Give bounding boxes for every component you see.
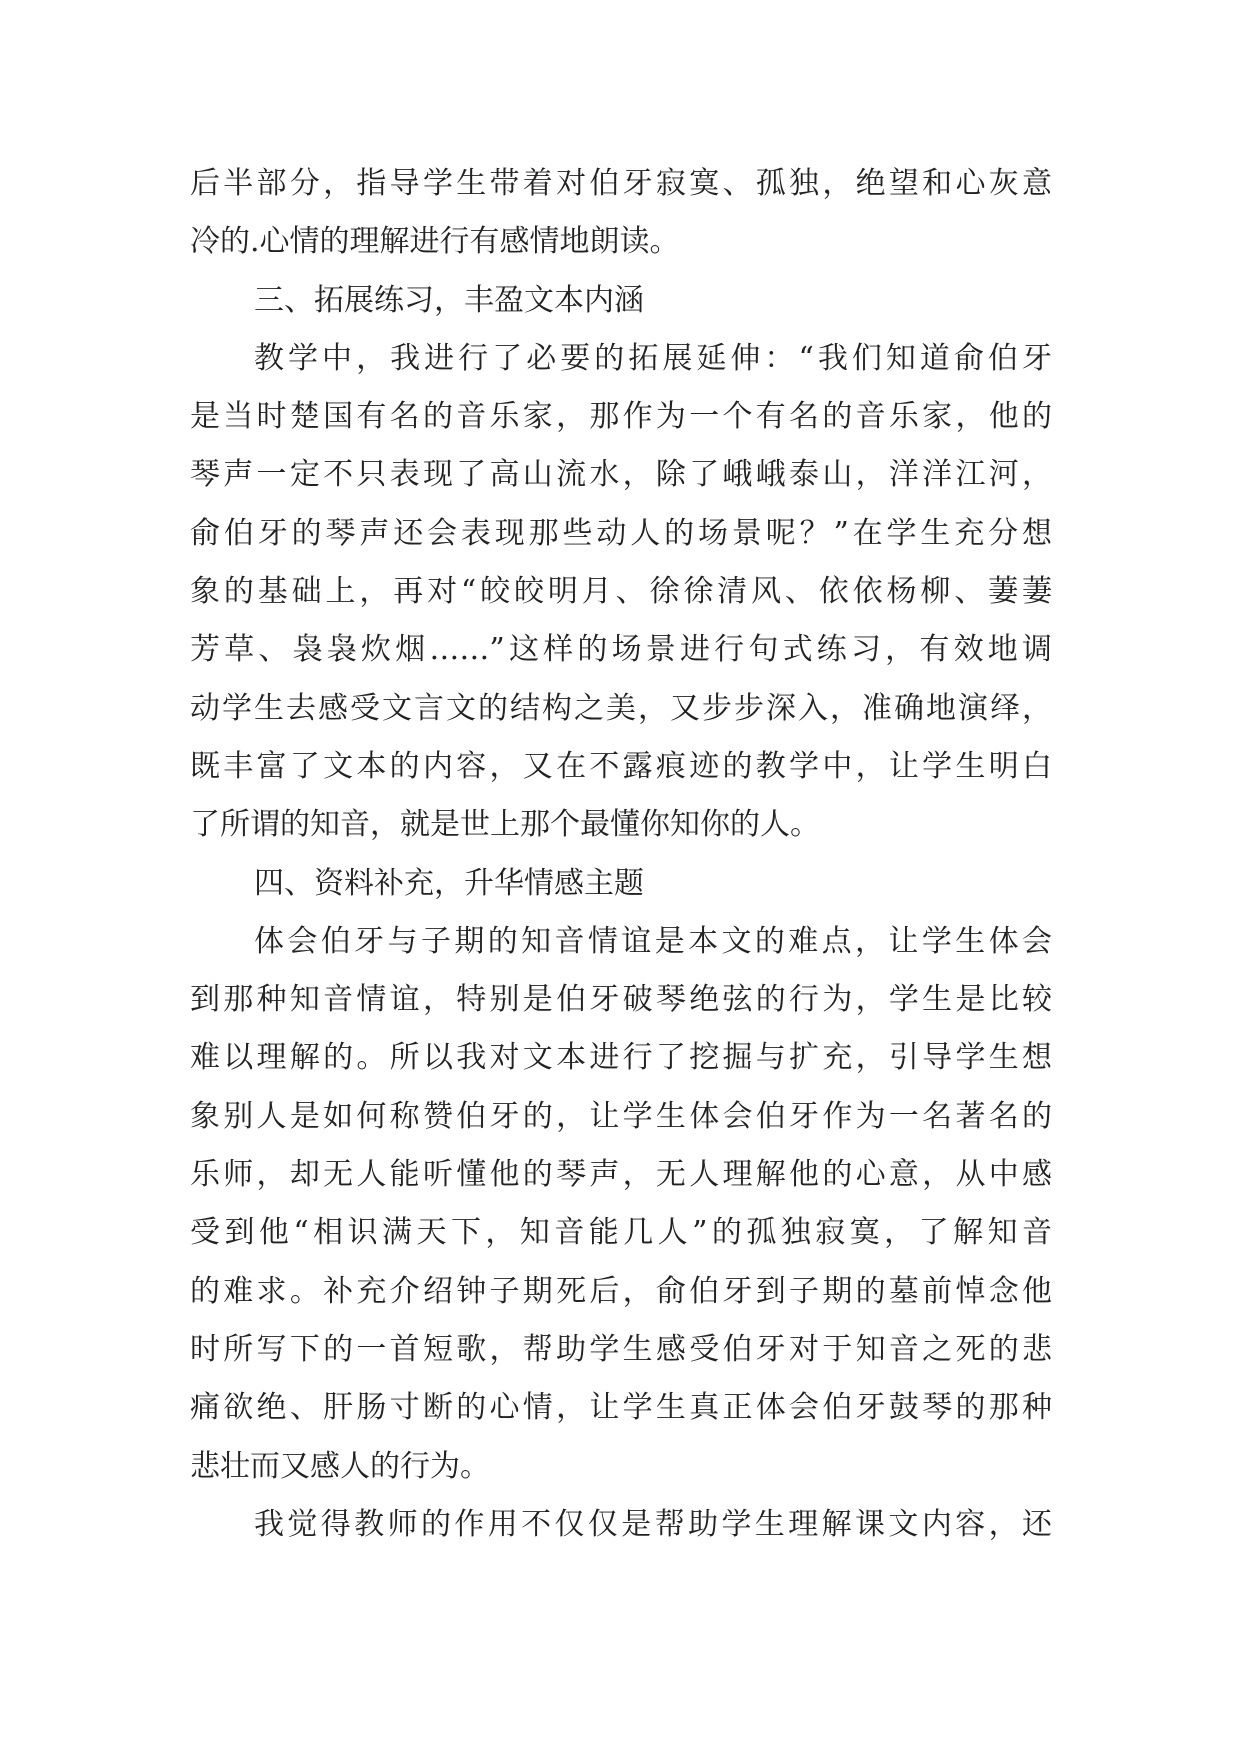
text-line: 受到他“相识满天下，知音能几人”的孤独寂寞，了解知音 — [190, 1215, 1052, 1251]
text-line: 冷的.心情的理解进行有感情地朗读。 — [190, 224, 680, 260]
text-line: 乐师，却无人能听懂他的琴声，无人理解他的心意，从中感 — [190, 1157, 1052, 1193]
text-line: 到那种知音情谊，特别是伯牙破琴绝弦的行为，学生是比较 — [190, 982, 1052, 1018]
section-heading: 三、拓展练习，丰盈文本内涵 — [254, 282, 644, 318]
text-line: 了所谓的知音，就是世上那个最懂你知你的人。 — [190, 807, 820, 843]
text-line: 我觉得教师的作用不仅仅是帮助学生理解课文内容，还 — [254, 1506, 1052, 1542]
text-line: 教学中，我进行了必要的拓展延伸：“我们知道俞伯牙 — [254, 340, 1052, 376]
text-line: 悲壮而又感人的行为。 — [190, 1448, 490, 1484]
document-body — [190, 155, 1052, 1554]
text-line: 后半部分，指导学生带着对伯牙寂寞、孤独，绝望和心灰意 — [190, 166, 1052, 201]
section-heading: 四、资料补充，升华情感主题 — [254, 865, 644, 901]
text-line: 象的基础上，再对“皎皎明月、徐徐清风、依依杨柳、萋萋 — [190, 574, 1052, 610]
text-line: 的难求。补充介绍钟子期死后，俞伯牙到子期的墓前悼念他 — [190, 1273, 1052, 1309]
text-line: 既丰富了文本的内容，又在不露痕迹的教学中，让学生明白 — [190, 748, 1052, 784]
text-line: 动学生去感受文言文的结构之美，又步步深入，准确地演绎， — [190, 690, 1052, 726]
text-line: 痛欲绝、肝肠寸断的心情，让学生真正体会伯牙鼓琴的那种 — [190, 1390, 1052, 1426]
text-line: 难以理解的。所以我对文本进行了挖掘与扩充，引导学生想 — [190, 1040, 1052, 1076]
text-line: 体会伯牙与子期的知音情谊是本文的难点，让学生体会 — [254, 923, 1052, 959]
text-line: 俞伯牙的琴声还会表现那些动人的场景呢？”在学生充分想 — [190, 515, 1052, 551]
text-line: 时所写下的一首短歌，帮助学生感受伯牙对于知音之死的悲 — [190, 1331, 1052, 1367]
text-line: 芳草、袅袅炊烟……”这样的场景进行句式练习，有效地调 — [190, 632, 1052, 668]
text-line: 琴声一定不只表现了高山流水，除了峨峨泰山，洋洋江河， — [190, 457, 1052, 493]
text-line: 象别人是如何称赞伯牙的，让学生体会伯牙作为一名著名的 — [190, 1098, 1052, 1134]
text-line: 是当时楚国有名的音乐家，那作为一个有名的音乐家，他的 — [190, 399, 1052, 435]
